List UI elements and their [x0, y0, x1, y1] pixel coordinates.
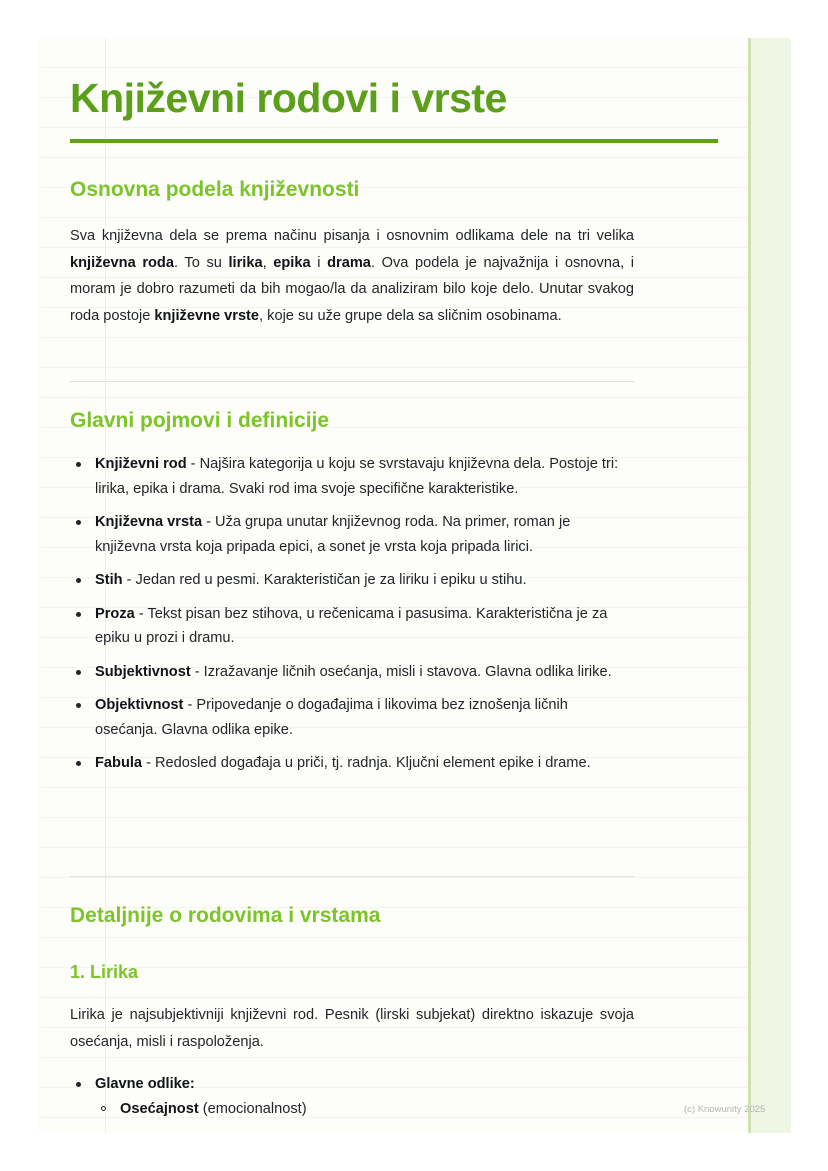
definition-item — [70, 751, 634, 776]
title-underline — [70, 139, 718, 143]
bullet-icon — [76, 520, 81, 525]
bold-term: lirika — [228, 254, 263, 271]
definition-term: Subjektivnost — [95, 663, 191, 680]
definition-text: - Tekst pisan bez stihova, u rečenicama i pasusima. Karakteristična je za epiku u prozi i dramu. — [95, 605, 608, 646]
section-heading-glavni-pojmovi: Glavni pojmovi i definicije — [70, 409, 330, 432]
bullet-icon — [76, 612, 81, 617]
bold-term: književne vrste — [154, 307, 260, 324]
definition-term: Fabula — [95, 755, 143, 771]
definition-text: - Najšira kategorija u koju se svrstavaju književna dela. Postoje tri: lirika, epika i drama. Svaki rod ima svoje specifične karakteristike. — [95, 456, 619, 497]
list-label: Glavne odlike: — [95, 1076, 195, 1092]
definition-item — [70, 510, 634, 559]
term-note: (emocionalnost) — [198, 1100, 307, 1117]
bold-term: književna roda — [70, 254, 174, 271]
section-divider — [70, 381, 634, 382]
bullet-icon — [76, 703, 81, 708]
page-title: Književni rodovi i vrste — [70, 75, 507, 121]
section-divider — [70, 876, 634, 877]
bold-term: epika — [273, 254, 311, 271]
bullet-icon — [76, 670, 81, 675]
definition-item — [70, 452, 634, 501]
text-run: Sva književna dela se prema načinu pisanja i osnovnim odlikama dele na tri velika — [70, 228, 634, 244]
definition-text: - Izražavanje ličnih osećanja, misli i stavova. Glavna odlika lirike. — [190, 663, 612, 680]
list-item-glavne-odlike — [70, 1072, 634, 1121]
bold-term: drama — [327, 254, 371, 271]
definition-item — [70, 693, 634, 742]
definition-text: - Uža grupa unutar književnog roda. Na primer, roman je književna vrsta koja pripada epici, a sonet je vrsta koja pripada lirici. — [95, 514, 571, 555]
term: Osećajnost — [120, 1100, 199, 1117]
subsection-heading-lirika: 1. Lirika — [70, 962, 139, 982]
definition-term: Stih — [95, 572, 123, 588]
definition-item — [70, 568, 634, 593]
text-run: . Ova podela je najvažnija i osnovna, i moram je dobro razumeti da bih mogao/la da analiziram bilo koje delo. Unutar svakog roda postoje — [70, 254, 635, 324]
bullet-icon — [76, 761, 81, 766]
definition-text: - Jedan red u pesmi. Karakterističan je za liriku i epiku u stihu. — [122, 572, 527, 588]
section-heading-osnovna-podela: Osnovna podela književnosti — [70, 178, 360, 201]
lirika-features-list — [70, 1072, 634, 1121]
text-run: , koje su uže grupe dela sa sličnim osobinama. — [259, 307, 562, 324]
definition-term: Objektivnost — [95, 697, 184, 713]
definition-item — [70, 602, 634, 651]
definition-text: - Pripovedanje o događajima i likovima bez iznošenja ličnih osećanja. Glavna odlika epike. — [95, 697, 568, 738]
document-page — [38, 38, 791, 1133]
side-panel — [748, 38, 791, 1133]
circle-bullet-icon — [101, 1106, 106, 1111]
section-paragraph-osnovna-podela — [70, 223, 634, 329]
copyright-notice: (c) Knowunity 2025 — [684, 1104, 766, 1115]
definition-term: Književni rod — [95, 456, 187, 472]
sub-list-item — [95, 1097, 634, 1122]
definitions-list — [70, 452, 634, 785]
bullet-icon — [76, 578, 81, 583]
section-heading-detaljnije: Detaljnije o rodovima i vrstama — [70, 904, 381, 927]
text-run: . To su — [173, 254, 229, 271]
definition-term: Proza — [95, 605, 135, 622]
definition-text: - Redosled događaja u priči, tj. radnja. Ključni element epike i drame. — [142, 755, 591, 771]
subsection-paragraph-lirika: Lirika je najsubjektivniji književni rod. Pesnik (lirski subjekat) direktno iskazuje svoja osećanja, misli i raspoloženja. — [70, 1007, 634, 1050]
text-run: , — [262, 254, 274, 271]
definition-term: Književna vrsta — [95, 514, 203, 530]
text-run: i — [310, 254, 328, 271]
definition-item — [70, 660, 634, 685]
bullet-icon — [76, 1082, 81, 1087]
sub-list — [95, 1097, 634, 1122]
bullet-icon — [76, 462, 81, 467]
